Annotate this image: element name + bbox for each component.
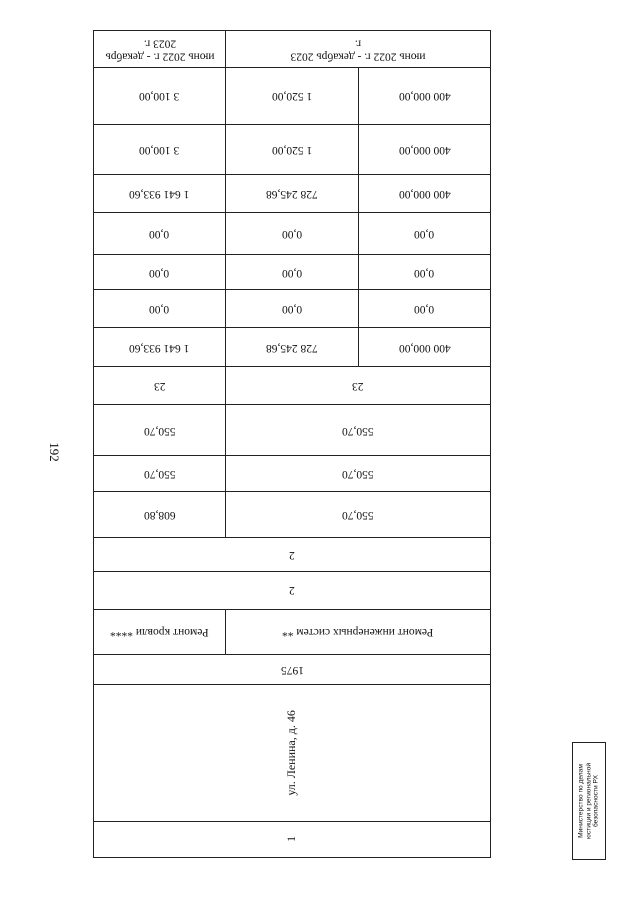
cell: 0,00 xyxy=(226,255,359,290)
cell: 2 xyxy=(94,538,491,571)
cell: 0,00 xyxy=(226,290,359,328)
stamp-line-1: Министерство по делам xyxy=(577,764,585,838)
cell: 0,00 xyxy=(226,213,359,255)
table-row xyxy=(94,68,491,125)
cell: 550,70 xyxy=(226,405,491,456)
cell: 608,80 xyxy=(94,492,226,538)
table-row xyxy=(94,456,491,492)
address-row xyxy=(94,684,491,821)
cell: 550,70 xyxy=(226,492,491,538)
stamp-text xyxy=(578,746,601,856)
cell: 550,70 xyxy=(94,456,226,492)
cell: Ремонт инженерных систем ** xyxy=(226,609,491,654)
cell: 3 100,00 xyxy=(94,125,226,175)
table-row xyxy=(94,175,491,213)
index-cell: 1 xyxy=(94,821,491,857)
cell: 0,00 xyxy=(359,255,491,290)
table-row xyxy=(94,538,491,571)
cell: 0,00 xyxy=(94,255,226,290)
cell: 550,70 xyxy=(94,405,226,456)
cell: Ремонт кровли **** xyxy=(94,609,226,654)
cell: 400 000,00 xyxy=(359,175,491,213)
cell: 23 xyxy=(226,367,491,405)
cell: 1 520,00 xyxy=(226,125,359,175)
cell: 0,00 xyxy=(94,290,226,328)
table-row xyxy=(94,654,491,684)
address-cell: ул. Ленина, д. 46 xyxy=(94,684,491,821)
cell: 728 245,68 xyxy=(226,328,359,367)
repair-table xyxy=(93,30,491,858)
table-row xyxy=(94,290,491,328)
cell: 400 000,00 xyxy=(359,125,491,175)
table-row xyxy=(94,492,491,538)
cell: 550,70 xyxy=(226,456,491,492)
cell: 0,00 xyxy=(359,290,491,328)
table-row xyxy=(94,125,491,175)
stamp-line-3: безопасности РХ xyxy=(592,775,600,828)
table-row xyxy=(94,609,491,654)
registration-stamp xyxy=(572,742,606,860)
cell: 400 000,00 xyxy=(359,328,491,367)
table-row xyxy=(94,328,491,367)
cell: 2 xyxy=(94,571,491,609)
cell: 1 641 933,60 xyxy=(94,328,226,367)
index-row xyxy=(94,821,491,857)
cell: 400 000,00 xyxy=(359,68,491,125)
cell: 1 641 933,60 xyxy=(94,175,226,213)
header-row xyxy=(94,31,491,68)
header-period-right: июнь 2022 г. - декабрь 2023 г. xyxy=(226,31,491,68)
cell: 1975 xyxy=(94,654,491,684)
table-row xyxy=(94,571,491,609)
header-period-left: июнь 2022 г. - декабрь 2023 г. xyxy=(94,31,226,68)
cell: 0,00 xyxy=(94,213,226,255)
page-number: 192 xyxy=(47,442,62,462)
table-row xyxy=(94,255,491,290)
cell: 0,00 xyxy=(359,213,491,255)
cell: 3 100,00 xyxy=(94,68,226,125)
table-row xyxy=(94,367,491,405)
stamp-line-2: юстиции и региональной xyxy=(585,762,593,840)
cell: 1 520,00 xyxy=(226,68,359,125)
table-row xyxy=(94,405,491,456)
table-row xyxy=(94,213,491,255)
cell: 23 xyxy=(94,367,226,405)
cell: 728 245,68 xyxy=(226,175,359,213)
